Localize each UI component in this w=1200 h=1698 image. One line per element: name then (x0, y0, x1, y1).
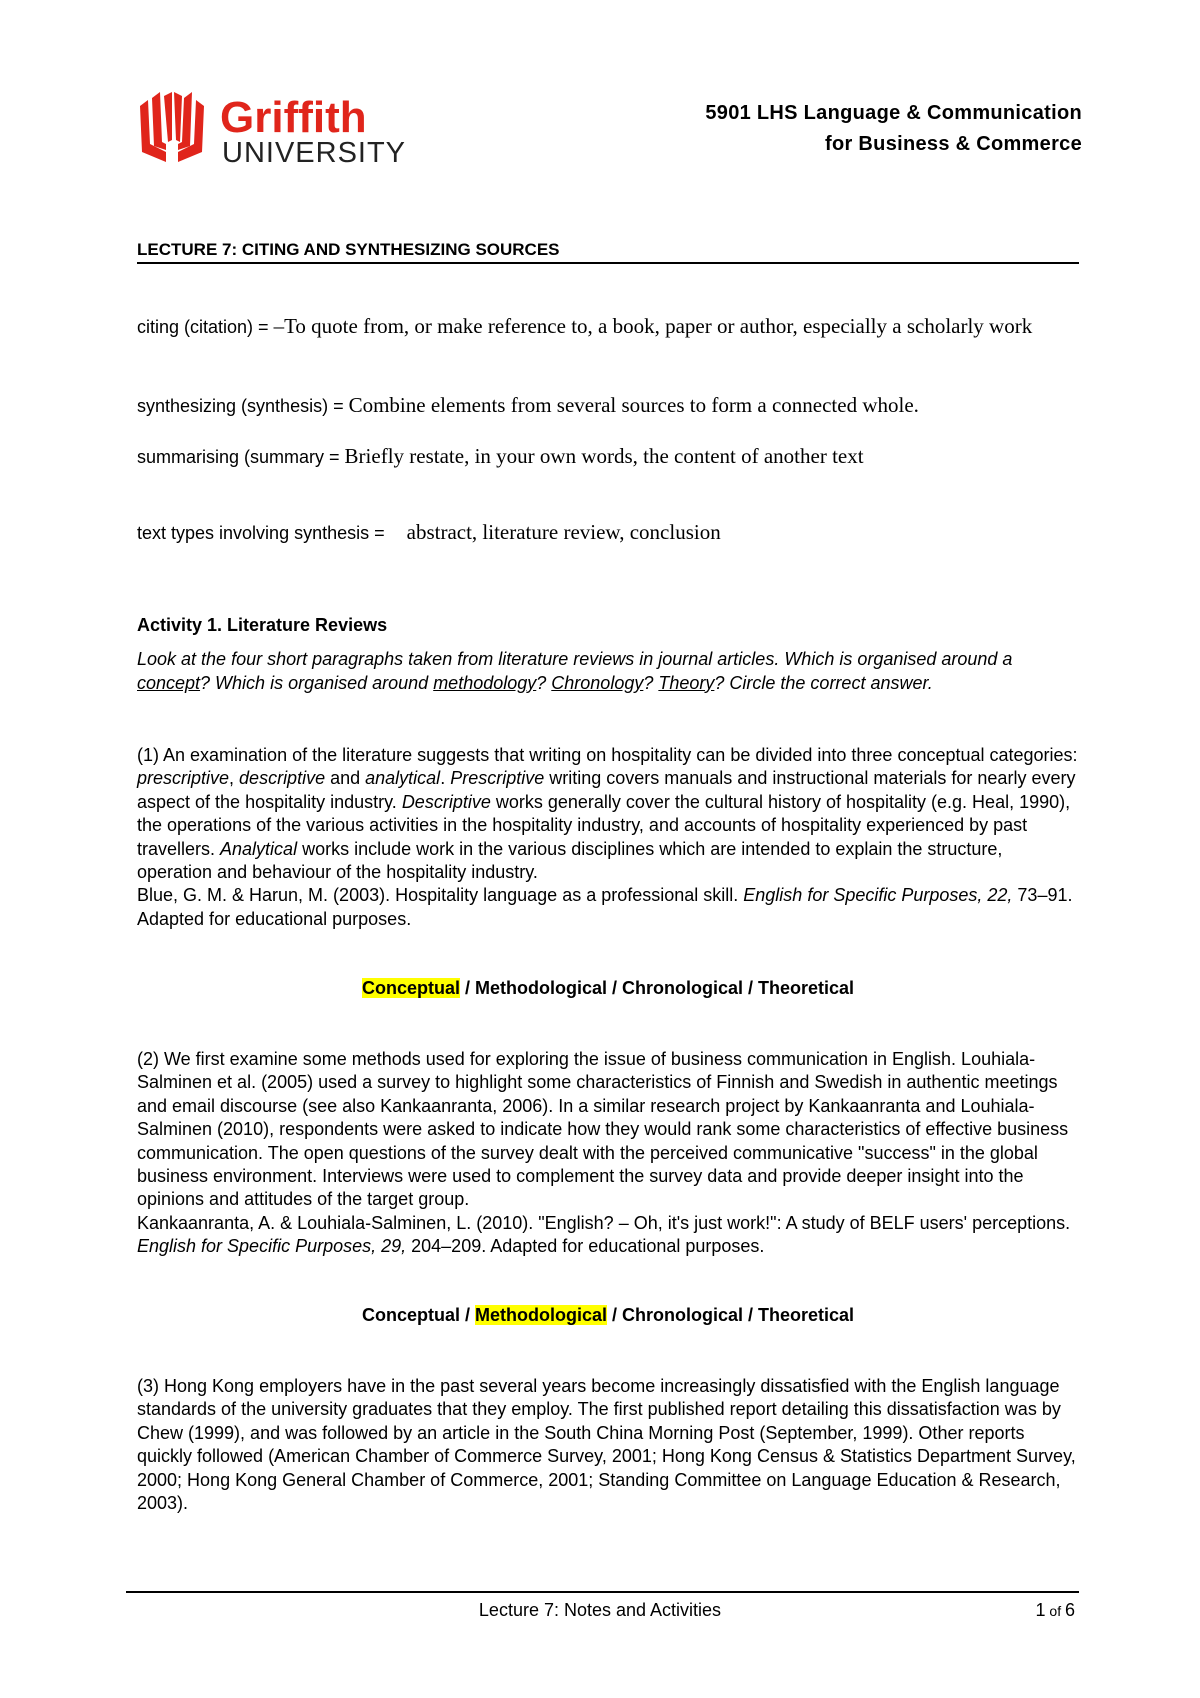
answer-choices-1: Conceptual / Methodological / Chronological / Theoretical (361, 978, 855, 998)
footer-divider (126, 1591, 1079, 1593)
definition-text-types (137, 518, 1057, 547)
choice-conceptual-selected[interactable]: Conceptual (361, 978, 460, 998)
reference-1: Blue, G. M. & Harun, M. (2003). Hospitality language as a professional skill. (137, 885, 744, 906)
definition-meaning: Combine elements from several sources to form a connected whole. (348, 393, 919, 417)
page-number: 1 of 6 (1035, 1600, 1075, 1620)
logo-word-university: UNIVERSITY (222, 137, 407, 168)
course-line-1: 5901 LHS Language & Communication (705, 102, 1082, 124)
definition-term: text types involving synthesis = (137, 523, 385, 543)
definition-meaning: Briefly restate, in your own words, the content of another text (344, 444, 864, 468)
keyword-chronology: Chronology (551, 672, 644, 693)
course-header (705, 98, 1082, 160)
definition-term: synthesizing (synthesis) = (137, 396, 349, 416)
definition-meaning: –To quote from, or make reference to, a book, paper or author, especially a scholarly work (273, 314, 1033, 338)
choice-chronological[interactable]: Chronological (622, 1305, 743, 1325)
definition-meaning: abstract, literature review, conclusion (406, 520, 721, 544)
reference-1-journal: English for Specific Purposes, 22, (743, 885, 1013, 906)
choice-methodological[interactable]: Methodological (474, 978, 607, 998)
choice-theoretical[interactable]: Theoretical (758, 1305, 855, 1325)
choice-theoretical[interactable]: Theoretical (758, 978, 855, 998)
keyword-methodology: methodology (433, 672, 537, 693)
keyword-theory: Theory (658, 672, 715, 693)
definition-citing (137, 312, 1057, 341)
reference-2-journal: English for Specific Purposes, 29, (137, 1236, 407, 1257)
activity-heading: Activity 1. Literature Reviews (137, 615, 388, 635)
paragraph-1: (1) An examination of the literature suggests that writing on hospitality can be divided into three conceptual categories: prescriptive, descriptive and analytical. Prescriptive writing covers manuals and instructional materials for nearly every aspect of the hospitality industry. Descriptive works generally cover the cultural history of hospitality (e.g. Heal, 1990), the operations of the various activities in the hospitality industry, and accounts of hospitality experienced by past travellers. Analytical works include work in the various disciplines which are intended to explain the structure, operation and behaviour of the hospitality industry. Blue, G. M. & Harun, M. (2003). Hospitality language as a professional skill. English for Specific Purposes, 22, 73–91. Adapted for educational purposes. (137, 745, 1078, 929)
keyword-concept: concept (137, 672, 201, 693)
choice-chronological[interactable]: Chronological (622, 978, 743, 998)
choice-conceptual[interactable]: Conceptual (361, 1305, 460, 1325)
definition-term: summarising (summary = (137, 447, 345, 467)
logo-mark (140, 92, 204, 162)
griffith-university-logo (138, 92, 438, 168)
reference-2: Kankaanranta, A. & Louhiala-Salminen, L. (2010). "English? – Oh, it's just work!": A study of BELF users' perceptions. (137, 1212, 1071, 1233)
logo-word-griffith: Griffith (220, 93, 367, 142)
footer-title: Lecture 7: Notes and Activities (478, 1600, 722, 1620)
activity-instructions: Look at the four short paragraphs taken from literature reviews in journal articles. Which is organised around a concept? Which is organised around methodology? Chronology? Theory? Circle the correct answer. (137, 649, 1013, 693)
paragraph-3: (3) Hong Kong employers have in the past several years become increasingly dissatisfied with the English language standards of the university graduates that they employ. The first published report detailing this dissatisfaction was by Chew (1999), and was followed by an article in the South China Morning Post (September, 1999). Other reports quickly followed (American Chamber of Commerce Survey, 2001; Hong Kong Census & Statistics Department Survey, 2000; Hong Kong General Chamber of Commerce, 2001; Standing Committee on Language Education & Research, 2003). (137, 1376, 1076, 1514)
course-line-2: for Business & Commerce (825, 133, 1082, 155)
definition-summarising (137, 442, 1057, 471)
choice-methodological-selected[interactable]: Methodological (474, 1305, 607, 1325)
paragraph-2: (2) We first examine some methods used for exploring the issue of business communication in English. Louhiala-Salminen et al. (2005) used a survey to highlight some characteristics of Finnish and Swedish in authentic meetings and email discourse (see also Kankaanranta, 2006). In a similar research project by Kankaanranta and Louhiala-Salminen (2010), respondents were asked to indicate how they would rank some characteristics of effective business communication. The open questions of the survey dealt with the perceived communicative "success" in the global business environment. Interviews were used to complement the survey data and provide deeper insight into the opinions and attitudes of the target group. Kankaanranta, A. & Louhiala-Salminen, L. (2010). "English? – Oh, it's just work!": A study of BELF users' perceptions. English for Specific Purposes, 29, 204–209. Adapted for educational purposes. (137, 1049, 1071, 1257)
definition-synthesizing (137, 391, 1057, 420)
answer-choices-2: Conceptual / Methodological / Chronological / Theoretical (361, 1305, 855, 1325)
lecture-title: LECTURE 7: CITING AND SYNTHESIZING SOURCES (137, 240, 1079, 264)
definition-term: citing (citation) = (137, 317, 274, 337)
